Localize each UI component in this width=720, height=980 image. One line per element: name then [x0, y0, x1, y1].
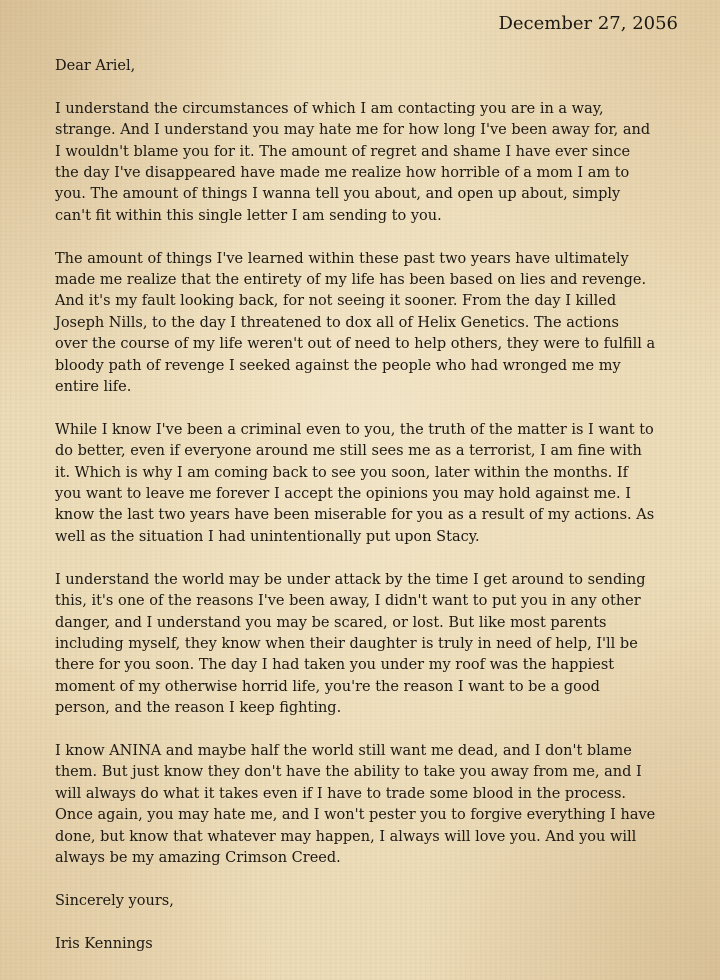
text-line: including myself, they know when their daughter is truly in need of help, I'll be	[55, 635, 638, 652]
text-line: done, but know that whatever may happen, I always will love you. And you will	[55, 828, 637, 845]
text-line: I wouldn't blame you for it. The amount of regret and shame I have ever since	[55, 143, 631, 160]
text-line: there for you soon. The day I had taken you under my roof was the happiest	[55, 657, 615, 674]
text-line: will always do what it takes even if I have to trade some blood in the process.	[55, 785, 627, 802]
text-line: made me realize that the entirety of my life has been based on lies and revenge.	[55, 272, 647, 289]
text-line: it. Which is why I am coming back to see you soon, later within the months. If	[55, 464, 628, 481]
text-line: you want to leave me forever I accept the opinions you may hold against me. I	[55, 486, 631, 503]
text-line: bloody path of revenge I seeked against the people who had wronged me my	[55, 357, 621, 374]
text-line: strange. And I understand you may hate me for how long I've been away for, and	[55, 122, 651, 139]
text-line: them. But just know they don't have the ability to take you away from me, and I	[55, 764, 642, 781]
text-line: do better, even if everyone around me still sees me as a terrorist, I am fine with	[55, 443, 642, 460]
text-line: always be my amazing Crimson Creed.	[55, 849, 341, 866]
greeting: Dear Ariel,	[55, 58, 136, 74]
text-line: I understand the circumstances of which I am contacting you are in a way,	[55, 100, 604, 117]
paragraph-3	[55, 420, 677, 548]
paragraph-2	[55, 249, 677, 399]
paragraph-1	[55, 99, 677, 227]
text-line: well as the situation I had unintentionally put upon Stacy.	[55, 528, 480, 545]
text-line: this, it's one of the reasons I've been away, I didn't want to put you in any other	[55, 593, 641, 610]
text-line: moment of my otherwise horrid life, you're the reason I want to be a good	[55, 678, 600, 695]
closing: Sincerely yours,	[55, 892, 174, 909]
text-line: you. The amount of things I wanna tell you about, and open up about, simply	[55, 186, 621, 203]
text-line: Once again, you may hate me, and I won't pester you to forgive everything I have	[55, 807, 656, 824]
text-line: I understand the world may be under attack by the time I get around to sending	[55, 571, 646, 588]
letter-date: December 27, 2056	[498, 13, 678, 34]
text-line: I know ANINA and maybe half the world still want me dead, and I don't blame	[55, 742, 632, 759]
text-line: Joseph Nills, to the day I threatened to dox all of Helix Genetics. The actions	[55, 314, 619, 331]
text-line: While I know I've been a criminal even to you, the truth of the matter is I want to	[55, 421, 654, 438]
text-line: over the course of my life weren't out of need to help others, they were to fulfill a	[55, 336, 656, 353]
paragraph-5	[55, 741, 677, 869]
text-line: The amount of things I've learned within these past two years have ultimately	[55, 250, 629, 267]
paragraph-4	[55, 570, 677, 720]
text-line: can't fit within this single letter I am sending to you.	[55, 207, 442, 224]
letter-body	[55, 56, 677, 955]
text-line: the day I've disappeared have made me realize how horrible of a mom I am to	[55, 165, 630, 182]
text-line: know the last two years have been miserable for you as a result of my actions. As	[55, 507, 655, 524]
signature: Iris Kennings	[55, 935, 153, 952]
text-line: person, and the reason I keep fighting.	[55, 700, 342, 717]
text-line: And it's my fault looking back, for not seeing it sooner. From the day I killed	[55, 293, 617, 310]
text-line: danger, and I understand you may be scared, or lost. But like most parents	[55, 614, 607, 631]
text-line: entire life.	[55, 379, 132, 396]
